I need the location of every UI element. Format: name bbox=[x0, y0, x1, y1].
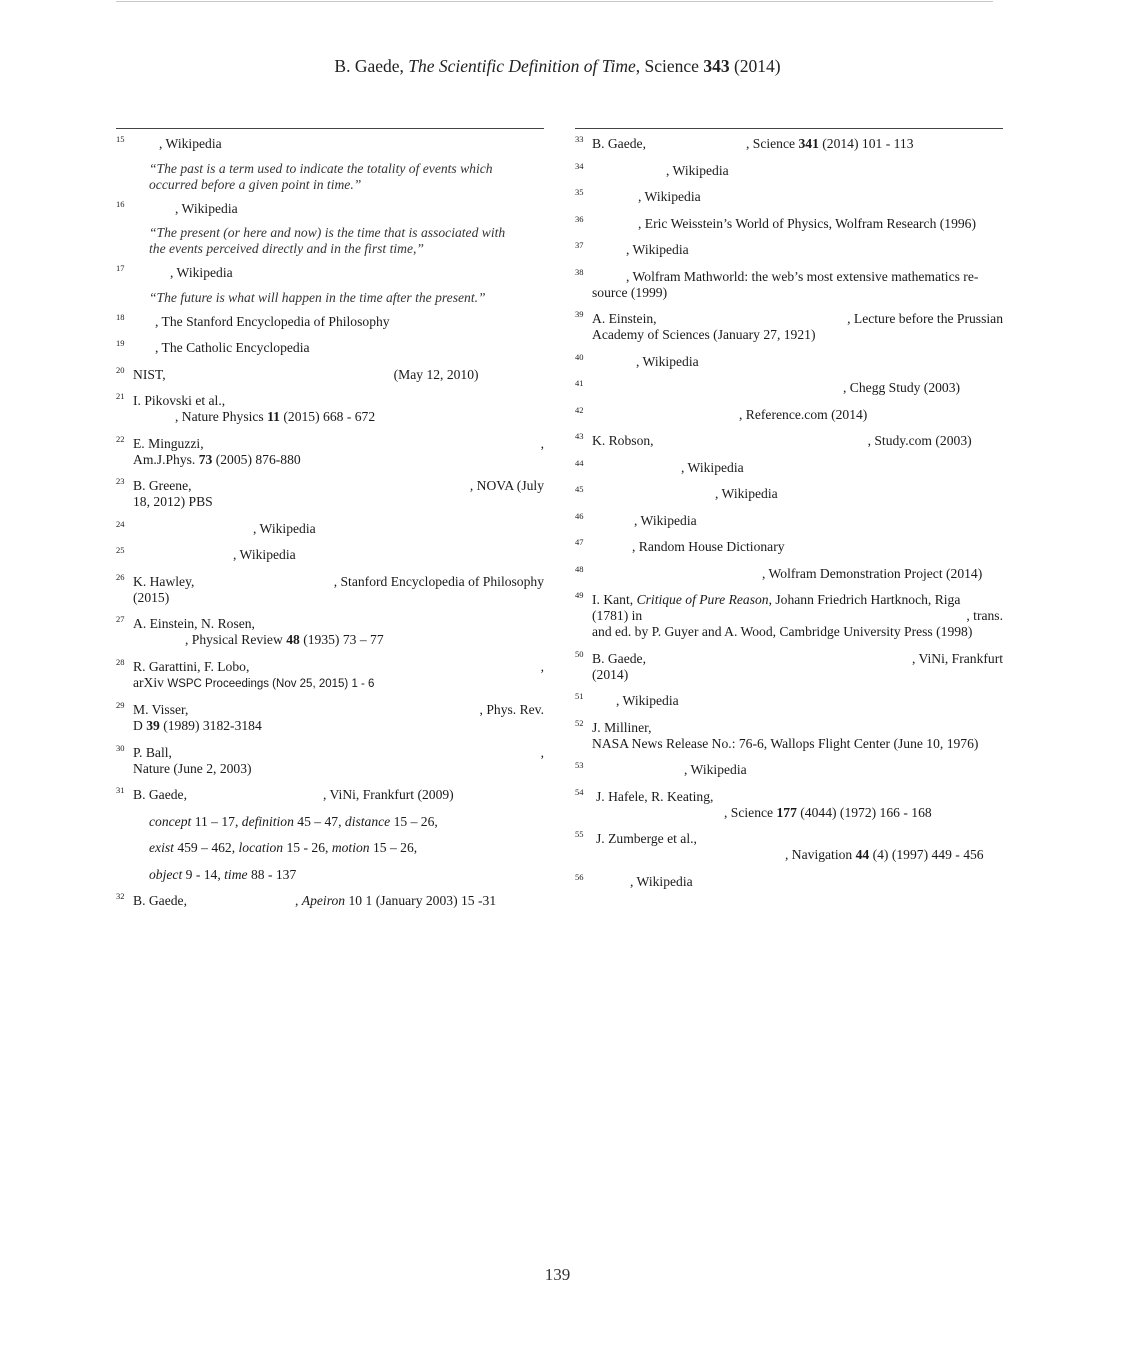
footnote-30 bbox=[116, 742, 544, 777]
footnote-number: 37 bbox=[575, 240, 584, 250]
footnote-author: P. Ball, bbox=[133, 744, 172, 760]
keyword-pages: 88 - 137 bbox=[250, 866, 297, 882]
footnote-number: 39 bbox=[575, 309, 584, 319]
footnote-number: 32 bbox=[116, 891, 125, 901]
quote-line: “The past is a term used to indicate the totality of events which bbox=[149, 160, 493, 176]
footnote-21 bbox=[116, 393, 544, 425]
keyword-term: location bbox=[238, 840, 284, 855]
quote-line: the events perceived directly and in the first time,” bbox=[149, 241, 424, 256]
footnote-51 bbox=[575, 693, 1003, 709]
page-header bbox=[0, 56, 1115, 77]
quote-line: occurred before a given point in time.” bbox=[149, 176, 362, 192]
footnote-text: , Wikipedia bbox=[684, 762, 747, 777]
footnote-source: arXiv bbox=[133, 674, 164, 690]
footnote-number: 25 bbox=[116, 545, 125, 555]
footnotes-left-column bbox=[116, 136, 544, 920]
footnote-number: 21 bbox=[116, 391, 125, 401]
footnote-volume: 73 bbox=[198, 451, 213, 467]
header-title: The Scientific Definition of Time bbox=[408, 56, 636, 76]
keyword-pages: 15 - 26, bbox=[286, 840, 329, 855]
footnote-source: , ViNi, Frankfurt (2009) bbox=[322, 787, 454, 802]
footnote-author: B. Gaede, bbox=[133, 893, 187, 908]
footnote-text: , Wikipedia bbox=[159, 136, 222, 151]
footnote-47 bbox=[575, 539, 1003, 555]
footnote-number: 17 bbox=[116, 263, 125, 273]
footnote-author: B. Greene, bbox=[133, 478, 192, 493]
footnote-text: , Wikipedia bbox=[630, 873, 693, 889]
quote-15 bbox=[116, 161, 544, 193]
footnote-source: , Lecture before the Prussian bbox=[847, 311, 1003, 326]
footnote-number: 31 bbox=[116, 785, 125, 795]
footnote-22 bbox=[116, 433, 544, 468]
quote-17 bbox=[116, 290, 544, 306]
footnote-number: 22 bbox=[116, 433, 125, 444]
footnote-number: 16 bbox=[116, 198, 125, 209]
footnote-number: 23 bbox=[116, 476, 125, 486]
footnote-text: , Eric Weisstein’s World of Physics, Wolfram Research (1996) bbox=[638, 215, 977, 231]
keyword-pages: 459 – 462, bbox=[177, 840, 236, 855]
footnote-text: , Wikipedia bbox=[616, 693, 679, 708]
footnote-23 bbox=[116, 478, 544, 510]
footnote-text: , Wikipedia bbox=[233, 547, 296, 562]
footnote-56 bbox=[575, 871, 1003, 890]
header-year: (2014) bbox=[733, 56, 781, 76]
footnote-text: , Wikipedia bbox=[636, 353, 699, 369]
footnote-45 bbox=[575, 486, 1003, 502]
footnote-32 bbox=[116, 893, 544, 909]
footnote-author: J. Hafele, R. Keating, bbox=[596, 788, 714, 804]
footnote-36 bbox=[575, 213, 1003, 232]
footnote-edition: and ed. by P. Guyer and A. Wood, Cambridge University Press (1998) bbox=[592, 624, 973, 639]
footnote-author: B. Gaede, bbox=[592, 650, 646, 666]
footnote-39 bbox=[575, 311, 1003, 343]
footnote-18 bbox=[116, 311, 544, 330]
footnote-28 bbox=[116, 656, 544, 692]
footnote-number: 15 bbox=[116, 134, 125, 144]
footnote-source: , Stanford Encyclopedia of Philosophy bbox=[333, 573, 544, 589]
footnote-15 bbox=[116, 136, 544, 152]
footnote-date: (2015) bbox=[133, 589, 170, 605]
footnote-source: NASA News Release No.: 76-6, Wallops Flight Center (June 10, 1976) bbox=[592, 735, 979, 751]
footnote-number: 52 bbox=[575, 717, 584, 728]
footnote-number: 20 bbox=[116, 364, 125, 375]
footnote-53 bbox=[575, 762, 1003, 778]
footnote-text: , Wikipedia bbox=[634, 512, 697, 528]
footnote-author: NIST, bbox=[133, 366, 166, 382]
footnote-text: , Wikipedia bbox=[638, 189, 701, 204]
footnote-volume: 48 bbox=[286, 632, 300, 647]
footnote-number: 43 bbox=[575, 431, 584, 441]
footnote-number: 41 bbox=[575, 378, 584, 388]
footnote-25 bbox=[116, 547, 544, 563]
footnote-55 bbox=[575, 831, 1003, 863]
footnote-44 bbox=[575, 457, 1003, 476]
footnote-number: 40 bbox=[575, 351, 584, 362]
footnote-29 bbox=[116, 702, 544, 734]
footnote-trans: , trans. bbox=[966, 608, 1003, 623]
footnote-number: 47 bbox=[575, 537, 584, 547]
footnote-text: , The Stanford Encyclopedia of Philosophy bbox=[155, 313, 390, 329]
footnote-number: 27 bbox=[116, 614, 125, 624]
footnote-source: , Physical Review bbox=[185, 632, 283, 647]
keyword-term: distance bbox=[344, 813, 391, 829]
footnote-date: source (1999) bbox=[592, 284, 668, 300]
footnote-number: 51 bbox=[575, 691, 584, 701]
keyword-term: time bbox=[224, 866, 248, 882]
footnote-date: (2014) bbox=[592, 666, 629, 682]
footnote-pages: (2014) 101 - 113 bbox=[822, 136, 914, 151]
footnote-comma: , bbox=[540, 744, 544, 760]
footnote-number: 28 bbox=[116, 656, 125, 667]
footnote-author: K. Robson, bbox=[592, 433, 654, 448]
footnote-source: , Nature Physics bbox=[175, 409, 264, 424]
footnote-pages: (4) (1997) 449 - 456 bbox=[872, 847, 984, 862]
footnote-20 bbox=[116, 364, 544, 383]
footnote-text: , Wikipedia bbox=[175, 200, 238, 216]
footnote-date: 18, 2012) PBS bbox=[133, 494, 213, 509]
keyword-term: motion bbox=[331, 840, 370, 855]
footnote-publisher: , Johann Friedrich Hartknoch, Riga bbox=[768, 592, 961, 607]
footnote-source: Nature (June 2, 2003) bbox=[133, 760, 252, 776]
footnote-19 bbox=[116, 340, 544, 356]
footnotes-right-column bbox=[575, 136, 1003, 900]
footnote-volume: 44 bbox=[855, 847, 870, 862]
footnote-pages: (1935) 73 – 77 bbox=[303, 632, 384, 647]
footnote-author: A. Einstein, bbox=[592, 311, 657, 326]
footnote-text: , Reference.com (2014) bbox=[739, 406, 868, 422]
footnote-source: Am.J.Phys. bbox=[133, 451, 196, 467]
footnote-text: , Wikipedia bbox=[253, 520, 316, 536]
quote-line: “The future is what will happen in the time after the present.” bbox=[149, 289, 486, 305]
footnote-volume: 11 bbox=[267, 409, 280, 424]
footnote-author: I. Pikovski et al., bbox=[133, 393, 226, 408]
footnote-number: 19 bbox=[116, 338, 125, 348]
footnote-number: 29 bbox=[116, 700, 125, 710]
footnote-venue: Academy of Sciences (January 27, 1921) bbox=[592, 327, 816, 342]
footnote-number: 24 bbox=[116, 518, 125, 529]
footnote-50 bbox=[575, 648, 1003, 683]
keyword-pages: 15 – 26, bbox=[393, 813, 438, 829]
footnote-rule-right bbox=[575, 128, 1003, 129]
footnote-46 bbox=[575, 510, 1003, 529]
footnote-43 bbox=[575, 433, 1003, 449]
footnote-pages: (2005) 876-880 bbox=[215, 451, 301, 467]
footnote-24 bbox=[116, 518, 544, 537]
footnote-number: 54 bbox=[575, 786, 584, 797]
keyword-index-line bbox=[116, 814, 544, 830]
footnote-number: 34 bbox=[575, 160, 584, 171]
footnote-rule-left bbox=[116, 128, 544, 129]
footnote-author: K. Hawley, bbox=[133, 573, 195, 589]
keyword-index-line bbox=[116, 840, 544, 856]
footnote-author: A. Einstein, N. Rosen, bbox=[133, 616, 255, 631]
footnote-book-title: Critique of Pure Reason bbox=[636, 592, 769, 607]
keyword-term: exist bbox=[149, 840, 174, 855]
footnote-number: 35 bbox=[575, 187, 584, 197]
footnote-author: M. Visser, bbox=[133, 702, 189, 717]
footnote-number: 55 bbox=[575, 829, 584, 839]
keyword-term: concept bbox=[149, 813, 192, 829]
footnote-number: 38 bbox=[575, 266, 584, 277]
footnote-text: , Wolfram Demonstration Project (2014) bbox=[762, 565, 983, 581]
footnote-number: 49 bbox=[575, 590, 584, 600]
footnote-pages: 10 1 (January 2003) 15 -31 bbox=[348, 893, 497, 908]
footnote-number: 46 bbox=[575, 510, 584, 521]
footnote-pages: (4044) (1972) 166 - 168 bbox=[800, 804, 932, 820]
footnote-author: J. Zumberge et al., bbox=[596, 831, 697, 846]
footnote-27 bbox=[116, 616, 544, 648]
footnote-source: , ViNi, Frankfurt bbox=[911, 650, 1003, 666]
footnote-pages: (1989) 3182-3184 bbox=[163, 718, 262, 733]
footnote-volume: 177 bbox=[776, 804, 797, 820]
keyword-pages: 11 – 17, bbox=[194, 813, 239, 829]
footnote-41 bbox=[575, 380, 1003, 396]
footnote-37 bbox=[575, 242, 1003, 258]
header-journal: , Science bbox=[635, 56, 699, 76]
footnote-date: (May 12, 2010) bbox=[393, 366, 479, 382]
footnote-33 bbox=[575, 136, 1003, 152]
footnote-comma: , bbox=[540, 658, 544, 674]
footnote-author: B. Gaede, bbox=[133, 787, 187, 802]
footnote-proceedings: WSPC Proceedings (Nov 25, 2015) 1 - 6 bbox=[167, 677, 375, 690]
footnote-34 bbox=[575, 160, 1003, 179]
footnote-comma: , bbox=[540, 435, 544, 451]
footnote-number: 48 bbox=[575, 563, 584, 574]
header-author: B. Gaede, bbox=[334, 56, 404, 76]
footnote-40 bbox=[575, 351, 1003, 370]
footnote-number: 56 bbox=[575, 871, 584, 882]
quote-16 bbox=[116, 225, 544, 257]
footnote-series: D bbox=[133, 718, 143, 733]
footnote-author: R. Garattini, F. Lobo, bbox=[133, 658, 250, 674]
footnote-text: , Wikipedia bbox=[715, 486, 778, 501]
keyword-pages: 9 - 14, bbox=[185, 866, 221, 882]
footnote-author: B. Gaede, bbox=[592, 136, 646, 151]
footnote-text: , Random House Dictionary bbox=[632, 539, 785, 554]
header-volume: 343 bbox=[703, 56, 730, 76]
footnote-52 bbox=[575, 717, 1003, 752]
keyword-term: object bbox=[149, 866, 183, 882]
footnote-source: , Wolfram Mathworld: the web’s most extensive mathematics re- bbox=[626, 268, 979, 284]
footnote-source: , Navigation bbox=[785, 847, 853, 862]
footnote-source: , Phys. Rev. bbox=[479, 702, 544, 717]
page-number: 139 bbox=[544, 1265, 571, 1284]
footnote-number: 26 bbox=[116, 571, 125, 582]
footnote-pages: (2015) 668 - 672 bbox=[283, 409, 376, 424]
footnote-text: , Wikipedia bbox=[170, 265, 233, 280]
footnote-38 bbox=[575, 266, 1003, 301]
top-rule bbox=[116, 1, 993, 2]
footnote-source: , Science bbox=[745, 136, 796, 151]
footnote-text: , Wikipedia bbox=[681, 459, 744, 475]
footnote-number: 50 bbox=[575, 648, 584, 659]
footnote-42 bbox=[575, 404, 1003, 423]
footnote-text: , Wikipedia bbox=[666, 162, 729, 178]
footnote-number: 18 bbox=[116, 311, 125, 322]
keyword-pages: 15 – 26, bbox=[372, 840, 418, 855]
footnote-number: 53 bbox=[575, 760, 584, 770]
footnote-text: , Wikipedia bbox=[626, 242, 689, 257]
footnote-year: (1781) in bbox=[592, 608, 643, 623]
footnote-number: 45 bbox=[575, 484, 584, 494]
footnote-number: 44 bbox=[575, 457, 584, 468]
footnote-16 bbox=[116, 198, 544, 217]
footnote-17 bbox=[116, 265, 544, 281]
footnote-source: , Study.com (2003) bbox=[867, 433, 972, 448]
footnote-text: , The Catholic Encyclopedia bbox=[155, 340, 310, 355]
footnote-31 bbox=[116, 787, 544, 803]
footnote-text: , Chegg Study (2003) bbox=[843, 380, 961, 395]
footnote-source: , NOVA (July bbox=[469, 478, 544, 493]
footnote-26 bbox=[116, 571, 544, 606]
keyword-term: definition bbox=[241, 813, 294, 829]
footnote-35 bbox=[575, 189, 1003, 205]
footnote-54 bbox=[575, 786, 1003, 821]
footnote-number: 33 bbox=[575, 134, 584, 144]
footnote-source: , Science bbox=[724, 804, 774, 820]
footnote-number: 42 bbox=[575, 404, 584, 415]
footnote-number: 30 bbox=[116, 742, 125, 753]
keyword-pages: 45 – 47, bbox=[297, 813, 342, 829]
footnote-author: J. Milliner, bbox=[592, 719, 652, 735]
footnote-comma: , bbox=[294, 893, 299, 908]
footnote-volume: 341 bbox=[798, 136, 819, 151]
footnote-author: E. Minguzzi, bbox=[133, 435, 204, 451]
footnote-journal: Apeiron bbox=[301, 893, 346, 908]
quote-line: “The present (or here and now) is the time that is associated with bbox=[149, 225, 506, 240]
footnote-number: 36 bbox=[575, 213, 584, 224]
keyword-index-line bbox=[116, 867, 544, 883]
footnote-author: I. Kant, bbox=[592, 592, 634, 607]
footnote-volume: 39 bbox=[146, 718, 160, 733]
footnote-49 bbox=[575, 592, 1003, 640]
footnote-48 bbox=[575, 563, 1003, 582]
